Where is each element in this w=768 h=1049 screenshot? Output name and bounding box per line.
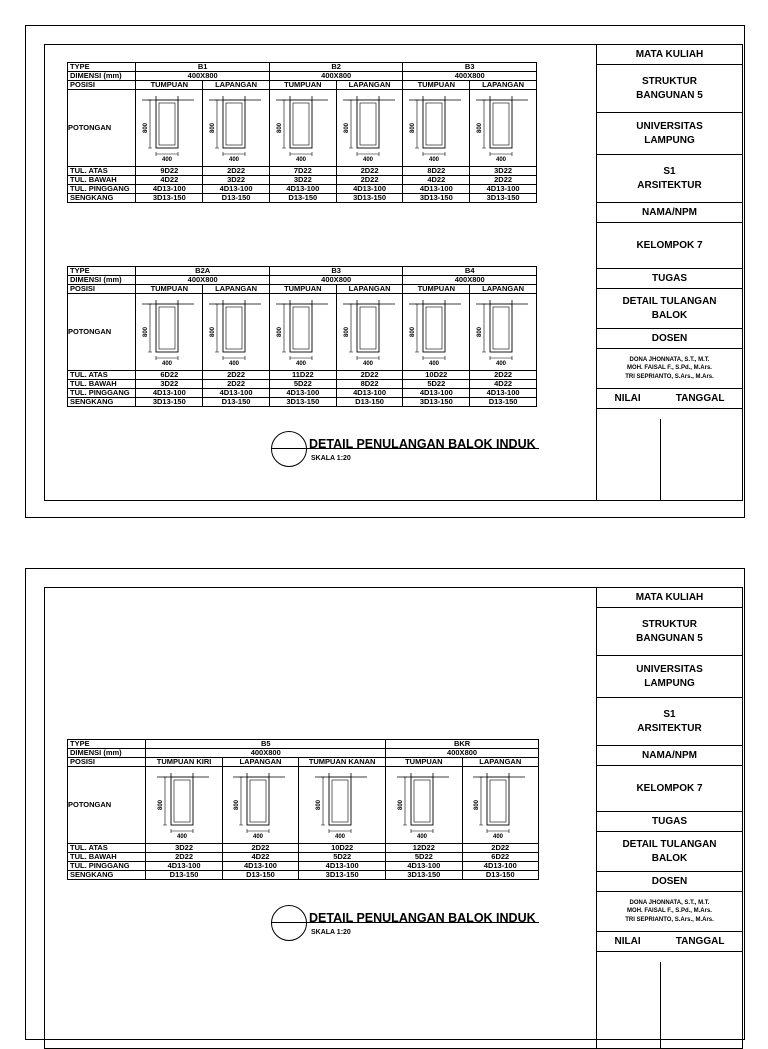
table-row bbox=[68, 90, 537, 167]
rebar-cell: 4D13-100 bbox=[470, 185, 537, 194]
height-dimension-label: 800 bbox=[276, 326, 283, 338]
position-cell: TUMPUAN bbox=[136, 285, 203, 294]
rebar-cell: 8D22 bbox=[403, 167, 470, 176]
row-label: TUL. PINGGANG bbox=[68, 389, 136, 398]
slab-line bbox=[476, 300, 528, 304]
slab-line bbox=[157, 773, 209, 777]
position-cell: LAPANGAN bbox=[470, 285, 537, 294]
width-dimension-label: 400 bbox=[295, 361, 306, 367]
beam-schedule-table bbox=[67, 62, 537, 203]
section-cell bbox=[403, 294, 470, 371]
drawing-scale: SKALA 1:20 bbox=[311, 929, 351, 936]
row-label: TUL. ATAS bbox=[68, 844, 146, 853]
task-label: TUGAS bbox=[597, 812, 742, 832]
height-dimension-label: 800 bbox=[276, 122, 283, 134]
section-cell bbox=[462, 767, 538, 844]
position-cell: LAPANGAN bbox=[222, 758, 298, 767]
stirrup bbox=[226, 307, 242, 349]
stirrup bbox=[174, 780, 190, 822]
rebar-cell: 5D22 bbox=[269, 380, 336, 389]
slab-line bbox=[276, 96, 328, 100]
table-row bbox=[68, 749, 539, 758]
stirrup bbox=[426, 307, 442, 349]
section-cell bbox=[470, 294, 537, 371]
section-cell bbox=[336, 90, 403, 167]
row-label: DIMENSI (mm) bbox=[68, 276, 136, 285]
height-dimension-label: 800 bbox=[234, 799, 241, 811]
course-name: STRUKTUR BANGUNAN 5 bbox=[597, 608, 742, 656]
rebar-cell: 2D22 bbox=[462, 844, 538, 853]
height-dimension-label: 800 bbox=[143, 122, 150, 134]
rebar-cell: 3D22 bbox=[269, 176, 336, 185]
grade-cell bbox=[597, 962, 661, 1048]
rebar-cell: 4D13-100 bbox=[336, 389, 403, 398]
width-dimension-label: 400 bbox=[429, 157, 440, 163]
section-cell bbox=[203, 294, 270, 371]
rebar-cell: 4D13-100 bbox=[222, 862, 298, 871]
rebar-cell: 2D22 bbox=[203, 380, 270, 389]
slab-line bbox=[343, 300, 395, 304]
width-dimension-label: 400 bbox=[362, 361, 373, 367]
rebar-cell: 3D22 bbox=[203, 176, 270, 185]
beam-schedule-table bbox=[67, 266, 537, 407]
table-row bbox=[68, 398, 537, 407]
lecturer-2: MOH. FAISAL F., S.Pd., M.Ars. bbox=[627, 908, 712, 915]
rebar-cell: D13-150 bbox=[269, 194, 336, 203]
height-dimension-label: 800 bbox=[343, 122, 350, 134]
rebar-cell: 3D13-150 bbox=[386, 871, 462, 880]
width-dimension-label: 400 bbox=[177, 834, 188, 840]
rebar-cell: 5D22 bbox=[386, 853, 462, 862]
rebar-cell: 4D22 bbox=[222, 853, 298, 862]
slab-line bbox=[409, 96, 461, 100]
rebar-cell: 2D22 bbox=[336, 176, 403, 185]
stirrup bbox=[426, 103, 442, 145]
height-dimension-label: 800 bbox=[410, 122, 417, 134]
section-cell bbox=[203, 90, 270, 167]
rebar-cell: 4D13-100 bbox=[203, 389, 270, 398]
slab-line bbox=[397, 773, 449, 777]
beam-cross-section-drawing bbox=[153, 769, 215, 841]
course-name: STRUKTUR BANGUNAN 5 bbox=[597, 65, 742, 113]
row-label: DIMENSI (mm) bbox=[68, 749, 146, 758]
beam-cross-section-drawing bbox=[205, 92, 267, 164]
beam-dimension-cell: 400X800 bbox=[136, 72, 270, 81]
beam-cross-section-drawing bbox=[138, 296, 200, 368]
rebar-cell: 10D22 bbox=[403, 371, 470, 380]
beam-dimension-cell: 400X800 bbox=[146, 749, 386, 758]
section-cell bbox=[269, 90, 336, 167]
position-cell: LAPANGAN bbox=[336, 81, 403, 90]
table-row bbox=[68, 862, 539, 871]
position-cell: TUMPUAN bbox=[136, 81, 203, 90]
rebar-cell: 3D13-150 bbox=[299, 871, 386, 880]
section-cell bbox=[136, 294, 203, 371]
rebar-cell: 4D22 bbox=[470, 380, 537, 389]
table-row bbox=[68, 871, 539, 880]
rebar-cell: D13-150 bbox=[203, 194, 270, 203]
lecturer-3: TRI SEPRIANTO, S.Ars., M.Ars. bbox=[625, 373, 714, 380]
width-dimension-label: 400 bbox=[429, 361, 440, 367]
slab-line bbox=[473, 773, 525, 777]
stirrup bbox=[159, 307, 175, 349]
width-dimension-label: 400 bbox=[335, 834, 346, 840]
title-block bbox=[596, 45, 742, 500]
stirrup bbox=[226, 103, 242, 145]
beam-cross-section-drawing bbox=[405, 92, 467, 164]
grade-label: NILAI bbox=[614, 392, 641, 404]
rebar-cell: 4D13-100 bbox=[146, 862, 222, 871]
task-label: TUGAS bbox=[597, 269, 742, 289]
stirrup bbox=[490, 780, 506, 822]
rebar-cell: 2D22 bbox=[146, 853, 222, 862]
rebar-cell: 4D22 bbox=[136, 176, 203, 185]
rebar-cell: D13-150 bbox=[470, 398, 537, 407]
position-cell: LAPANGAN bbox=[203, 81, 270, 90]
position-cell: TUMPUAN bbox=[269, 81, 336, 90]
date-cell bbox=[661, 419, 742, 500]
table-row bbox=[68, 844, 539, 853]
name-label: NAMA/NPM bbox=[597, 203, 742, 223]
slab-line bbox=[209, 300, 261, 304]
stirrup bbox=[332, 780, 348, 822]
row-label: TUL. PINGGANG bbox=[68, 185, 136, 194]
lecturer-label: DOSEN bbox=[597, 329, 742, 349]
rebar-cell: 3D13-150 bbox=[269, 398, 336, 407]
rebar-cell: 4D13-100 bbox=[403, 185, 470, 194]
beam-outline bbox=[156, 100, 178, 148]
beam-dimension-cell: 400X800 bbox=[269, 72, 403, 81]
width-dimension-label: 400 bbox=[416, 834, 427, 840]
slab-line bbox=[276, 300, 328, 304]
beam-cross-section-drawing bbox=[205, 296, 267, 368]
section-marker-circle bbox=[271, 905, 307, 941]
lecturer-1: DONA JHONNATA, S.T., M.T. bbox=[629, 356, 710, 363]
row-label: TYPE bbox=[68, 740, 146, 749]
position-cell: LAPANGAN bbox=[470, 81, 537, 90]
rebar-cell: 2D22 bbox=[336, 371, 403, 380]
rebar-cell: 4D13-100 bbox=[203, 185, 270, 194]
row-label: DIMENSI (mm) bbox=[68, 72, 136, 81]
beam-outline bbox=[223, 100, 245, 148]
beam-type-cell: B3 bbox=[269, 267, 403, 276]
beam-cross-section-drawing bbox=[472, 296, 534, 368]
table-row bbox=[68, 294, 537, 371]
grade-date-header bbox=[597, 389, 742, 409]
date-label: TANGGAL bbox=[675, 392, 725, 404]
stirrup bbox=[493, 103, 509, 145]
task-name: DETAIL TULANGAN BALOK bbox=[597, 289, 742, 329]
rebar-cell: 2D22 bbox=[222, 844, 298, 853]
rebar-cell: 3D13-150 bbox=[136, 398, 203, 407]
slab-line bbox=[142, 96, 194, 100]
rebar-cell: 4D13-100 bbox=[462, 862, 538, 871]
lecturer-list bbox=[597, 892, 742, 932]
beam-cross-section-drawing bbox=[339, 92, 401, 164]
slab-line bbox=[476, 96, 528, 100]
position-cell: TUMPUAN KANAN bbox=[299, 758, 386, 767]
width-dimension-label: 400 bbox=[493, 834, 504, 840]
row-label: POTONGAN bbox=[68, 767, 146, 844]
rebar-cell: 9D22 bbox=[136, 167, 203, 176]
rebar-cell: 4D22 bbox=[403, 176, 470, 185]
rebar-cell: 2D22 bbox=[203, 371, 270, 380]
rebar-cell: 4D13-100 bbox=[136, 389, 203, 398]
beam-cross-section-drawing bbox=[405, 296, 467, 368]
grade-cell bbox=[597, 419, 661, 500]
lecturer-3: TRI SEPRIANTO, S.Ars., M.Ars. bbox=[625, 916, 714, 923]
stirrup bbox=[159, 103, 175, 145]
rebar-cell: D13-150 bbox=[336, 398, 403, 407]
drawing-title: DETAIL PENULANGAN BALOK INDUK bbox=[309, 437, 536, 451]
rebar-cell: 3D13-150 bbox=[336, 194, 403, 203]
rebar-cell: 4D13-100 bbox=[386, 862, 462, 871]
table-row bbox=[68, 758, 539, 767]
beam-type-cell: B2 bbox=[269, 63, 403, 72]
row-label: POSISI bbox=[68, 285, 136, 294]
rebar-cell: 6D22 bbox=[136, 371, 203, 380]
row-label: POTONGAN bbox=[68, 90, 136, 167]
rebar-cell: 3D13-150 bbox=[403, 398, 470, 407]
section-cell bbox=[269, 294, 336, 371]
stirrup bbox=[293, 307, 309, 349]
table-row bbox=[68, 81, 537, 90]
position-cell: TUMPUAN KIRI bbox=[146, 758, 222, 767]
rebar-cell: 2D22 bbox=[336, 167, 403, 176]
height-dimension-label: 800 bbox=[474, 799, 481, 811]
slab-line bbox=[209, 96, 261, 100]
height-dimension-label: 800 bbox=[158, 799, 165, 811]
title-block bbox=[596, 588, 742, 1048]
row-label: TYPE bbox=[68, 267, 136, 276]
grade-date-cells bbox=[597, 419, 742, 500]
height-dimension-label: 800 bbox=[316, 799, 323, 811]
section-marker-circle bbox=[271, 431, 307, 467]
lecturer-2: MOH. FAISAL F., S.Pd., M.Ars. bbox=[627, 365, 712, 372]
height-dimension-label: 800 bbox=[210, 122, 217, 134]
slab-line bbox=[142, 300, 194, 304]
beam-type-cell: B5 bbox=[146, 740, 386, 749]
rebar-cell: 4D13-100 bbox=[403, 389, 470, 398]
lecturer-1: DONA JHONNATA, S.T., M.T. bbox=[629, 899, 710, 906]
lecturer-label: DOSEN bbox=[597, 872, 742, 892]
slab-line bbox=[409, 300, 461, 304]
row-label: TYPE bbox=[68, 63, 136, 72]
row-label: TUL. BAWAH bbox=[68, 380, 136, 389]
beam-dimension-cell: 400X800 bbox=[136, 276, 270, 285]
beam-type-cell: B3 bbox=[403, 63, 537, 72]
width-dimension-label: 400 bbox=[496, 361, 507, 367]
rebar-cell: 12D22 bbox=[386, 844, 462, 853]
width-dimension-label: 400 bbox=[162, 361, 173, 367]
beam-outline bbox=[223, 304, 245, 352]
table-row bbox=[68, 767, 539, 844]
grade-date-cells bbox=[597, 962, 742, 1048]
beam-cross-section-drawing bbox=[138, 92, 200, 164]
section-cell bbox=[222, 767, 298, 844]
university-name: UNIVERSITAS LAMPUNG bbox=[597, 656, 742, 698]
table-row bbox=[68, 194, 537, 203]
row-label: POSISI bbox=[68, 81, 136, 90]
beam-type-cell: B4 bbox=[403, 267, 537, 276]
width-dimension-label: 400 bbox=[162, 157, 173, 163]
section-cell bbox=[336, 294, 403, 371]
beam-dimension-cell: 400X800 bbox=[386, 749, 539, 758]
section-cell bbox=[403, 90, 470, 167]
date-cell bbox=[661, 962, 742, 1048]
row-label: TUL. BAWAH bbox=[68, 853, 146, 862]
row-label: SENGKANG bbox=[68, 398, 136, 407]
height-dimension-label: 800 bbox=[143, 326, 150, 338]
date-label: TANGGAL bbox=[675, 935, 725, 947]
section-cell bbox=[299, 767, 386, 844]
beam-cross-section-drawing bbox=[229, 769, 291, 841]
row-label: SENGKANG bbox=[68, 871, 146, 880]
rebar-cell: 3D13-150 bbox=[136, 194, 203, 203]
slab-line bbox=[315, 773, 367, 777]
beam-dimension-cell: 400X800 bbox=[403, 276, 537, 285]
section-cell bbox=[470, 90, 537, 167]
beam-cross-section-drawing bbox=[469, 769, 531, 841]
row-label: TUL. PINGGANG bbox=[68, 862, 146, 871]
rebar-cell: 6D22 bbox=[462, 853, 538, 862]
position-cell: LAPANGAN bbox=[203, 285, 270, 294]
grade-date-header bbox=[597, 932, 742, 952]
program-name: S1 ARSITEKTUR bbox=[597, 698, 742, 746]
width-dimension-label: 400 bbox=[229, 157, 240, 163]
beam-cross-section-drawing bbox=[272, 92, 334, 164]
height-dimension-label: 800 bbox=[397, 799, 404, 811]
rebar-cell: 7D22 bbox=[269, 167, 336, 176]
rebar-cell: 4D13-100 bbox=[269, 185, 336, 194]
height-dimension-label: 800 bbox=[477, 326, 484, 338]
rebar-cell: 3D13-150 bbox=[470, 194, 537, 203]
beam-dimension-cell: 400X800 bbox=[403, 72, 537, 81]
width-dimension-label: 400 bbox=[253, 834, 264, 840]
group-name: KELOMPOK 7 bbox=[597, 766, 742, 812]
lecturer-list bbox=[597, 349, 742, 389]
beam-cross-section-drawing bbox=[339, 296, 401, 368]
row-label: TUL. ATAS bbox=[68, 167, 136, 176]
position-cell: TUMPUAN bbox=[403, 81, 470, 90]
rebar-cell: 4D13-100 bbox=[136, 185, 203, 194]
width-dimension-label: 400 bbox=[362, 157, 373, 163]
university-name: UNIVERSITAS LAMPUNG bbox=[597, 113, 742, 155]
slab-line bbox=[343, 96, 395, 100]
rebar-cell: 8D22 bbox=[336, 380, 403, 389]
section-cell bbox=[136, 90, 203, 167]
stirrup bbox=[293, 103, 309, 145]
stirrup bbox=[360, 103, 376, 145]
rebar-cell: 3D22 bbox=[470, 167, 537, 176]
program-name: S1 ARSITEKTUR bbox=[597, 155, 742, 203]
rebar-cell: D13-150 bbox=[222, 871, 298, 880]
rebar-cell: D13-150 bbox=[462, 871, 538, 880]
stirrup bbox=[250, 780, 266, 822]
table-row bbox=[68, 853, 539, 862]
row-label: TUL. ATAS bbox=[68, 371, 136, 380]
rebar-cell: 5D22 bbox=[403, 380, 470, 389]
stirrup bbox=[493, 307, 509, 349]
beam-type-cell: BKR bbox=[386, 740, 539, 749]
width-dimension-label: 400 bbox=[229, 361, 240, 367]
stirrup bbox=[360, 307, 376, 349]
row-label: TUL. BAWAH bbox=[68, 176, 136, 185]
height-dimension-label: 800 bbox=[410, 326, 417, 338]
stirrup bbox=[414, 780, 430, 822]
rebar-cell: 3D22 bbox=[146, 844, 222, 853]
table-row bbox=[68, 285, 537, 294]
width-dimension-label: 400 bbox=[295, 157, 306, 163]
beam-cross-section-drawing bbox=[311, 769, 373, 841]
beam-outline bbox=[171, 777, 193, 825]
beam-cross-section-drawing bbox=[472, 92, 534, 164]
rebar-cell: 4D13-100 bbox=[470, 389, 537, 398]
beam-schedule-table bbox=[67, 739, 539, 880]
position-cell: TUMPUAN bbox=[403, 285, 470, 294]
rebar-cell: 3D13-150 bbox=[403, 194, 470, 203]
row-label: POSISI bbox=[68, 758, 146, 767]
course-label: MATA KULIAH bbox=[597, 588, 742, 608]
beam-type-cell: B2A bbox=[136, 267, 270, 276]
beam-cross-section-drawing bbox=[393, 769, 455, 841]
position-cell: TUMPUAN bbox=[386, 758, 462, 767]
rebar-cell: 10D22 bbox=[299, 844, 386, 853]
group-name: KELOMPOK 7 bbox=[597, 223, 742, 269]
height-dimension-label: 800 bbox=[210, 326, 217, 338]
section-cell bbox=[146, 767, 222, 844]
beam-cross-section-drawing bbox=[272, 296, 334, 368]
rebar-cell: 2D22 bbox=[470, 176, 537, 185]
task-name: DETAIL TULANGAN BALOK bbox=[597, 832, 742, 872]
row-label: SENGKANG bbox=[68, 194, 136, 203]
rebar-cell: 11D22 bbox=[269, 371, 336, 380]
height-dimension-label: 800 bbox=[477, 122, 484, 134]
rebar-cell: 3D22 bbox=[136, 380, 203, 389]
row-label: POTONGAN bbox=[68, 294, 136, 371]
rebar-cell: 4D13-100 bbox=[336, 185, 403, 194]
position-cell: LAPANGAN bbox=[462, 758, 538, 767]
rebar-cell: 2D22 bbox=[470, 371, 537, 380]
position-cell: LAPANGAN bbox=[336, 285, 403, 294]
height-dimension-label: 800 bbox=[343, 326, 350, 338]
rebar-cell: 2D22 bbox=[203, 167, 270, 176]
beam-type-cell: B1 bbox=[136, 63, 270, 72]
position-cell: TUMPUAN bbox=[269, 285, 336, 294]
slab-line bbox=[233, 773, 285, 777]
drawing-scale: SKALA 1:20 bbox=[311, 455, 351, 462]
course-label: MATA KULIAH bbox=[597, 45, 742, 65]
rebar-cell: 4D13-100 bbox=[299, 862, 386, 871]
rebar-cell: D13-150 bbox=[146, 871, 222, 880]
rebar-cell: 5D22 bbox=[299, 853, 386, 862]
width-dimension-label: 400 bbox=[496, 157, 507, 163]
name-label: NAMA/NPM bbox=[597, 746, 742, 766]
section-cell bbox=[386, 767, 462, 844]
beam-dimension-cell: 400X800 bbox=[269, 276, 403, 285]
rebar-cell: D13-150 bbox=[203, 398, 270, 407]
drawing-title: DETAIL PENULANGAN BALOK INDUK bbox=[309, 911, 536, 925]
beam-outline bbox=[156, 304, 178, 352]
rebar-cell: 4D13-100 bbox=[269, 389, 336, 398]
grade-label: NILAI bbox=[614, 935, 641, 947]
